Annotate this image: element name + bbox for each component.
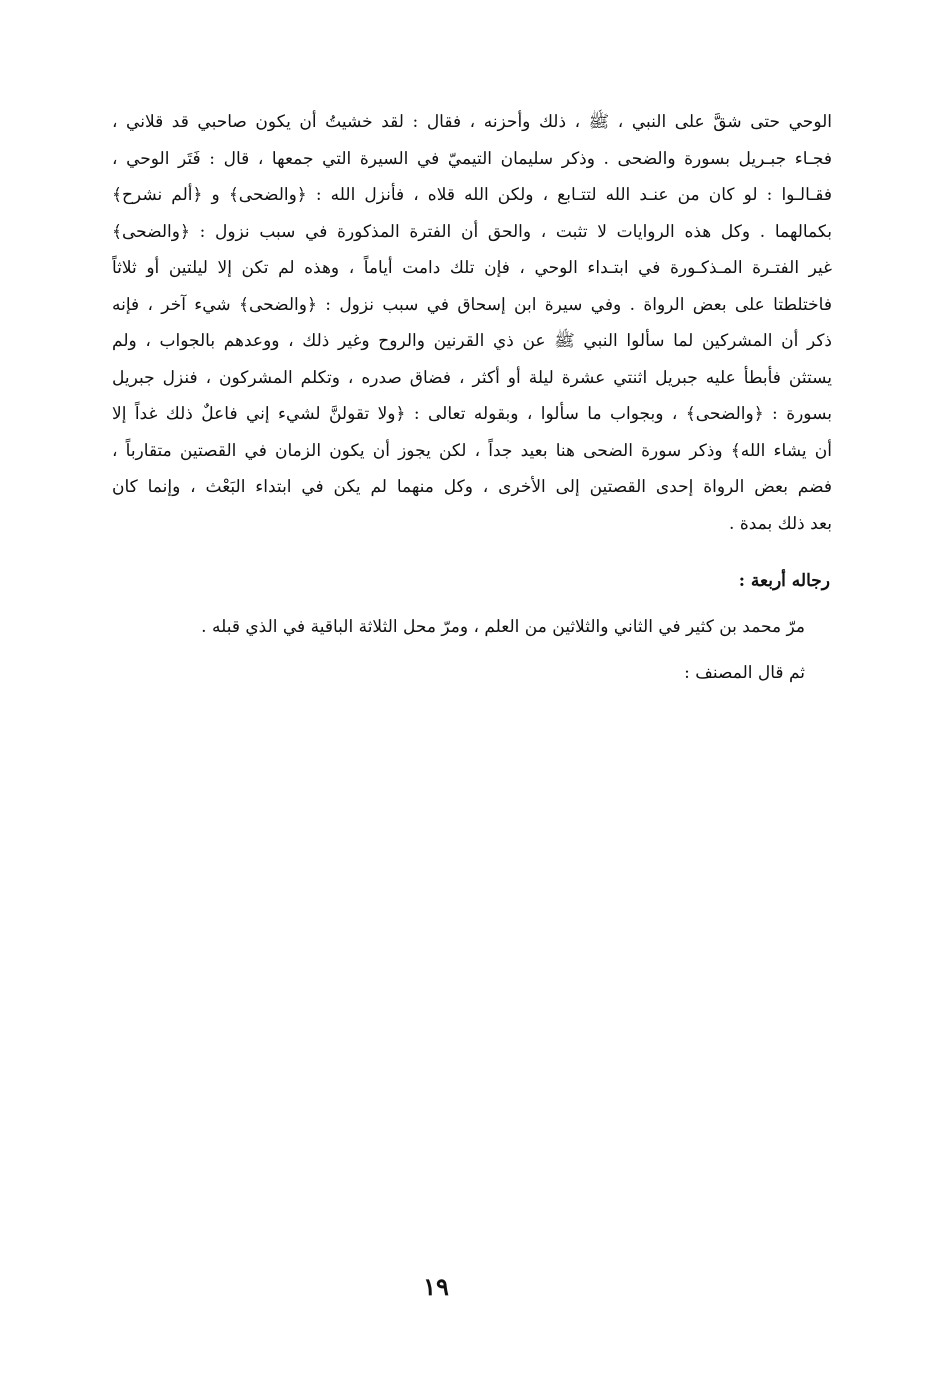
paragraph-line: ذكر أن المشركين لما سألوا النبي ﷺ عن ذي القرنين والروح وغير ذلك ، ووعدهم بالجواب ، ولم [112,331,832,351]
rijal-text: مرّ محمد بن كثير في الثاني والثلاثين من العلم ، ومرّ محل الثلاثة الباقية في الذي قبله . [201,617,805,637]
paragraph-line: بكمالهما . وكل هذه الروايات لا تثبت ، والحق أن الفترة المذكورة في سبب نزول : ﴿والضحى﴾ [112,221,832,242]
paragraph-line: غير الفتـرة المـذكـورة في ابتـداء الوحي ، فإن تلك دامت أياماً ، وهذه لم تكن إلا ليلتين أو ثلاثاً [112,258,832,278]
page-number: ١٩ [423,1272,449,1301]
paragraph-line: أن يشاء الله﴾ وذكر سورة الضحى هنا بعيد جداً ، لكن يجوز أن يكون الزمان في القصتين متقارباً ، [112,440,832,461]
paragraph-line: فقـالـوا : لو كان من عنـد الله لتتـابع ، ولكن الله قلاه ، فأنزل الله : ﴿والضحى﴾ و ﴿ألم نشرح﴾ [112,185,832,205]
paragraph-line: فضم بعض الرواة إحدى القصتين إلى الأخرى ، وكل منهما لم يكن في ابتداء البَعْث ، وإنما كان [112,477,832,497]
paragraph-line: يستثن فأبطأ عليه جبريل اثنتي عشرة ليلة أو أكثر ، فضاق صدره ، وتكلم المشركون ، فنزل جبريل [112,367,832,388]
commentary-paragraph [112,104,832,542]
paragraph-line: بسورة : ﴿والضحى﴾ ، وبجواب ما سألوا ، وبقوله تعالى : ﴿ولا تقولنَّ لشيء إني فاعلٌ ذلك غداً إلا [112,404,832,424]
author-intro: ثم قال المصنف : [684,663,805,683]
section-heading: رجاله أربعة : [738,571,830,591]
paragraph-line: الوحي حتى شقَّ على النبي ، ﷺ ، ذلك وأحزنه ، فقال : لقد خشيتُ أن يكون صاحبي قد قلاني ، [112,112,832,132]
paragraph-line: فجـاء جبـريل بسورة والضحى . وذكر سليمان التيميّ في السيرة التي جمعها ، قال : فَتَر الوحي ، [112,148,832,169]
paragraph-line: فاختلطتا على بعض الرواة . وفي سيرة ابن إسحاق في سبب نزول : ﴿والضحى﴾ شيء آخر ، فإنه [112,294,832,315]
paragraph-line: بعد ذلك بمدة . [729,513,832,534]
